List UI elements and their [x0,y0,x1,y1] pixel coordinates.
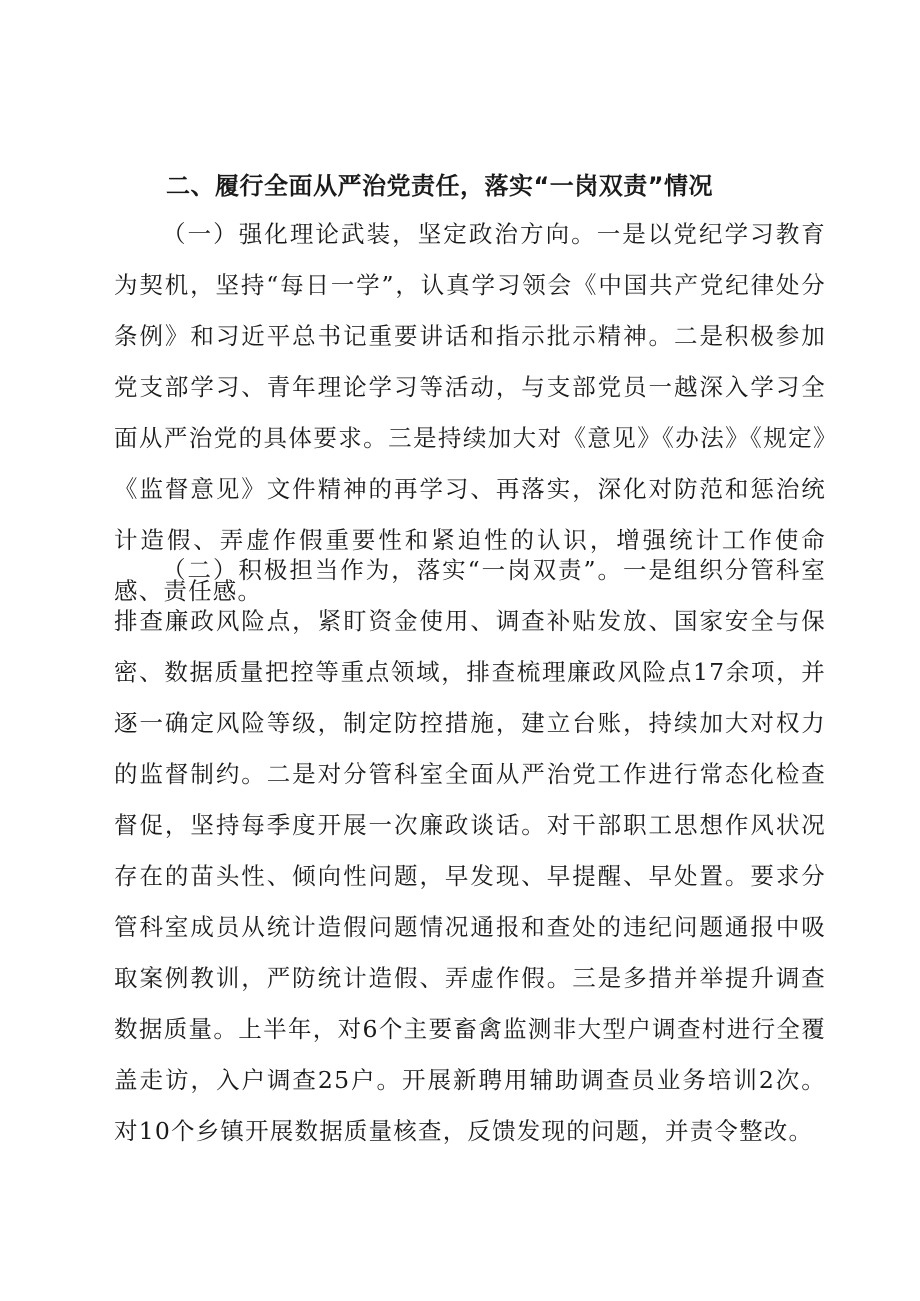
paragraph-one-post-two-duties: （二）积极担当作为，落实“一岗双责”。一是组织分管科室排查廉政风险点，紧盯资金使用、调查补贴发放、国家安全与保密、数据质量把控等重点领域，排查梳理廉政风险点17余项，并逐一确定风险等级，制定防控措施，建立台账，持续加大对权力的监督制约。二是对分管科室全面从严治党工作进行常态化检查督促，坚持每季度开展一次廉政谈话。对干部职工思想作风状况存在的苗头性、倾向性问题，早发现、早提醒、早处置。要求分管科室成员从统计造假问题情况通报和查处的违纪问题通报中吸取案例教训，严防统计造假、弄虚作假。三是多措并举提升调查数据质量。上半年，对6个主要畜禽监测非大型户调查村进行全覆盖走访，入户调查25户。开展新聘用辅助调查员业务培训2次。对10个乡镇开展数据质量核查，反馈发现的问题，并责令整改。 [114,556,826,1145]
paragraph-theory-study: （一）强化理论武装，坚定政治方向。一是以党纪学习教育为契机，坚持“每日一学”，认真学习领会《中国共产党纪律处分条例》和习近平总书记重要讲话和指示批示精神。二是积极参加党支部学习、青年理论学习等活动，与支部党员一越深入学习全面从严治党的具体要求。三是持续加大对《意见》《办法》《规定》《监督意见》文件精神的再学习、再落实，深化对防范和惩治统计造假、弄虚作假重要性和紧迫性的认识，增强统计工作使命感、责任感。 [114,220,826,605]
section-heading: 二、履行全面从严治党责任，落实“一岗双责”情况 [166,172,714,200]
